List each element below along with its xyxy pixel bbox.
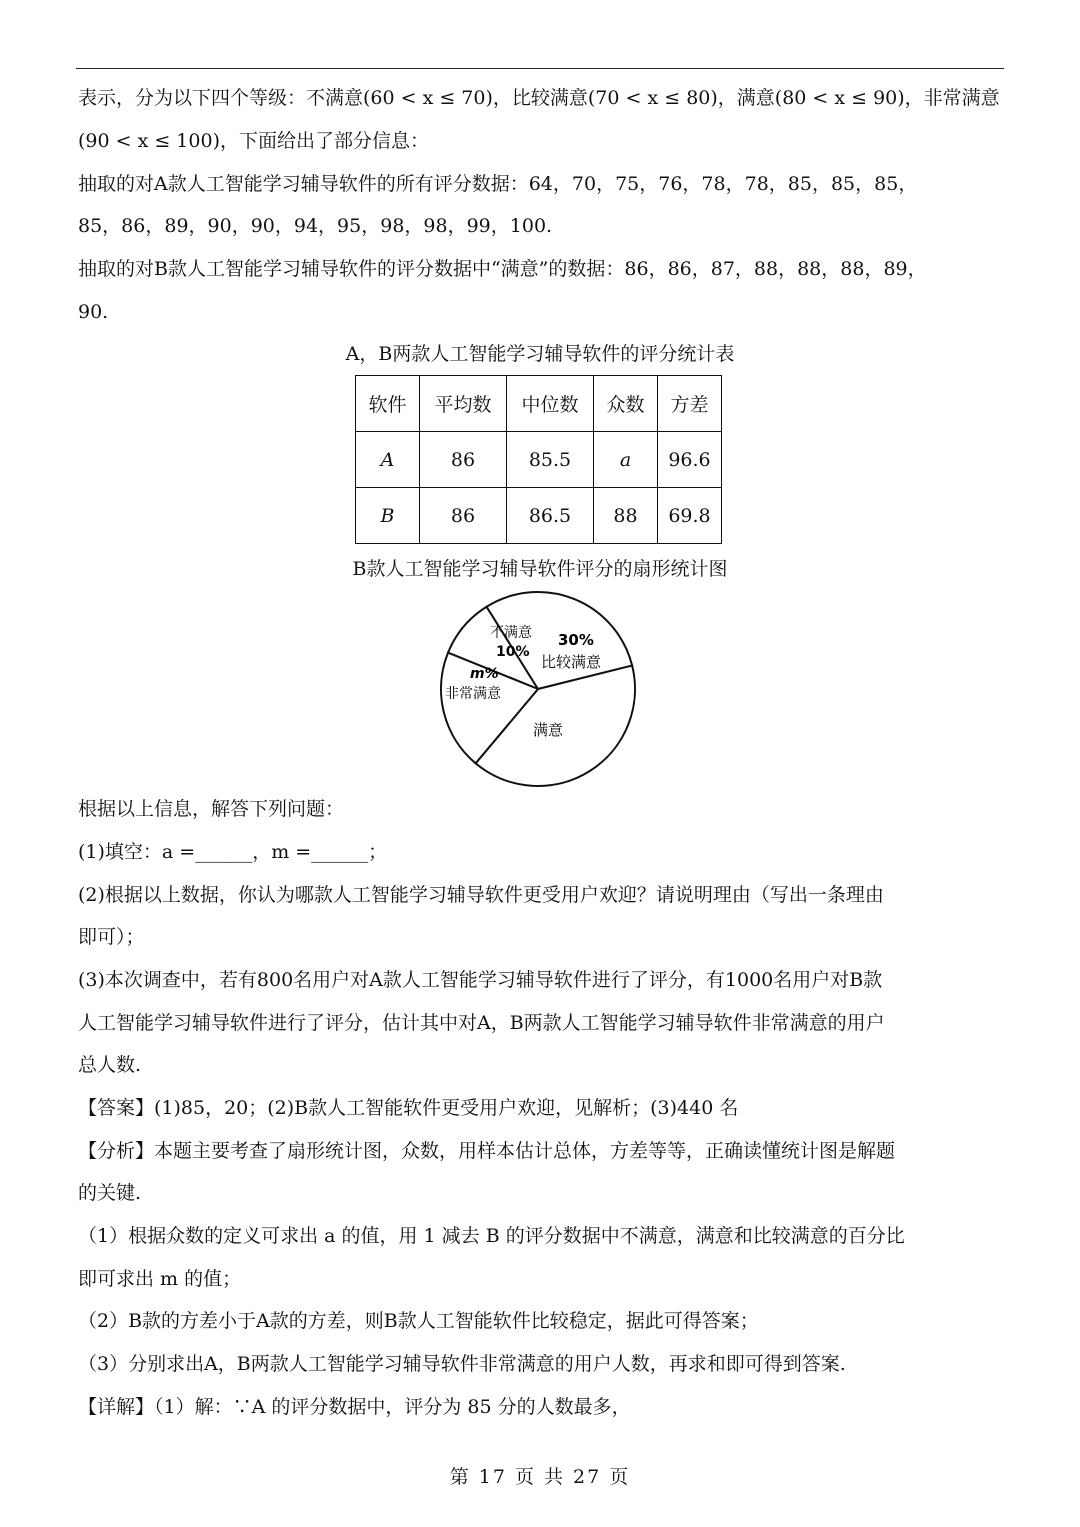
intro-line-1: 表示，分为以下四个等级：不满意(60 < x ≤ 70)，比较满意(70 < x ≤ 80)，满意(80 < x ≤ 90)，非常满意 [78, 87, 1000, 109]
step-3-line: （3）分别求出A，B两款人工智能学习辅导软件非常满意的用户人数，再求和即可得到答案. [78, 1353, 846, 1375]
step-1-line-2: 即可求出 m 的值； [78, 1268, 242, 1290]
pie-label-bumanyi: 不满意 [490, 625, 532, 641]
intro-line-6: 90. [78, 301, 109, 323]
question-2-line-2: 即可）； [78, 926, 145, 948]
pie-label-feichang: 非常满意 [445, 686, 501, 702]
stats-table [355, 375, 722, 544]
intro-line-2: (90 < x ≤ 100)，下面给出了部分信息： [78, 130, 429, 152]
table-row [356, 432, 722, 488]
table-cell: 86 [420, 488, 507, 544]
question-3-line-2: 人工智能学习辅导软件进行了评分，估计其中对A，B两款人工智能学习辅导软件非常满意的用户 [78, 1012, 885, 1034]
header-cell: 中位数 [507, 376, 594, 432]
step-2-line: （2）B款的方差小于A款的方差，则B款人工智能软件比较稳定，据此可得答案； [78, 1310, 759, 1332]
question-3-line-3: 总人数. [78, 1054, 142, 1076]
header-cell: 方差 [658, 376, 722, 432]
header-cell: 软件 [356, 376, 420, 432]
pie-pct-bijiao: 30% [558, 631, 594, 649]
intro-line-5: 抽取的对B款人工智能学习辅导软件的评分数据中“满意”的数据：86，86，87，88，88，88，89， [78, 258, 927, 280]
header-cell: 众数 [594, 376, 658, 432]
analysis-line-1: 【分析】本题主要考查了扇形统计图，众数，用样本估计总体，方差等等，正确读懂统计图是解题 [78, 1140, 896, 1162]
step-1-line-1: （1）根据众数的定义可求出 a 的值，用 1 减去 B 的评分数据中不满意，满意和比较满意的百分比 [78, 1225, 905, 1247]
detail-line: 【详解】（1）解：∵A 的评分数据中，评分为 85 分的人数最多， [78, 1396, 631, 1418]
answer-line: 【答案】(1)85，20；(2)B款人工智能软件更受用户欢迎，见解析；(3)440 名 [78, 1097, 739, 1119]
table-cell: 86 [420, 432, 507, 488]
question-3-line-1: (3)本次调查中，若有800名用户对A款人工智能学习辅导软件进行了评分，有1000名用户对B款 [78, 969, 883, 991]
table-cell: 86.5 [507, 488, 594, 544]
table-cell: A [356, 432, 420, 488]
pie-chart [430, 585, 650, 795]
intro-line-3: 抽取的对A款人工智能学习辅导软件的所有评分数据：64，70，75，76，78，78，85，85，85， [78, 173, 918, 195]
pie-pct-feichang: m% [470, 666, 499, 682]
table-cell: B [356, 488, 420, 544]
table-row [356, 488, 722, 544]
question-2-line-1: (2)根据以上数据，你认为哪款人工智能学习辅导软件更受用户欢迎？请说明理由（写出一条理由 [78, 884, 884, 906]
intro-line-4: 85，86，89，90，90，94，95，98，98，99，100. [78, 215, 553, 237]
page-footer: 第 17 页 共 27 页 [449, 1466, 631, 1488]
header-cell: 平均数 [420, 376, 507, 432]
analysis-line-2: 的关键. [78, 1182, 142, 1204]
pie-pct-bumanyi: 10% [496, 644, 530, 660]
table-title: A，B两款人工智能学习辅导软件的评分统计表 [345, 343, 735, 365]
questions-intro: 根据以上信息，解答下列问题： [78, 798, 345, 820]
header-rule [76, 68, 1004, 69]
table-header-row [356, 376, 722, 432]
pie-label-manyi: 满意 [533, 721, 564, 739]
question-1: (1)填空：a =______，m =______； [78, 841, 388, 863]
pie-label-bijiao: 比较满意 [541, 653, 602, 671]
table-cell: 85.5 [507, 432, 594, 488]
table-cell: 96.6 [658, 432, 722, 488]
pie-title: B款人工智能学习辅导软件评分的扇形统计图 [352, 558, 728, 580]
table-cell: 88 [594, 488, 658, 544]
table-cell: a [594, 432, 658, 488]
table-cell: 69.8 [658, 488, 722, 544]
